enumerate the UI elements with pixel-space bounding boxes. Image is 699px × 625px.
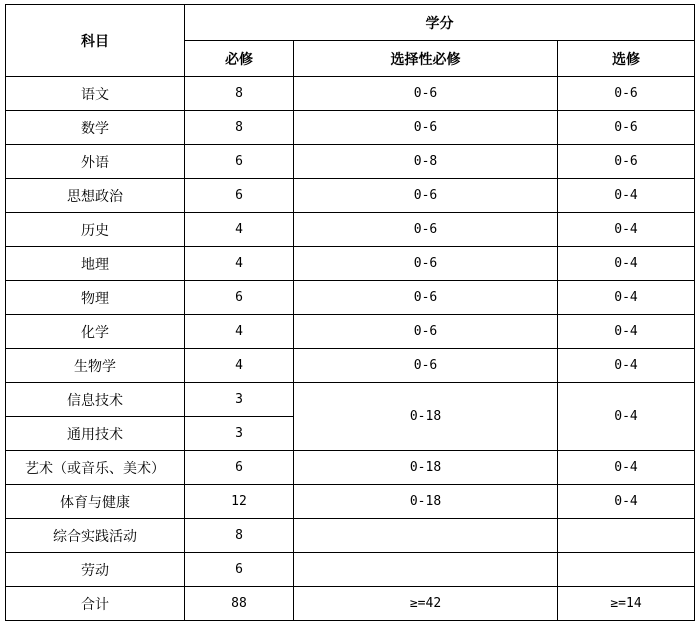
total-row [6,587,695,621]
header-credits: 学分 [185,5,695,41]
header-elective: 选修 [558,41,695,77]
cell-required: 6 [185,553,294,587]
cell-subject: 数学 [6,111,185,145]
cell-required: 8 [185,77,294,111]
cell-subject: 艺术（或音乐、美术） [6,451,185,485]
table-row [6,213,695,247]
cell-subject: 思想政治 [6,179,185,213]
cell-subject: 综合实践活动 [6,519,185,553]
cell-required: 4 [185,213,294,247]
cell-required: 8 [185,111,294,145]
cell-required: 6 [185,145,294,179]
table-row [6,145,695,179]
cell-elective-required [294,553,558,587]
cell-subject: 历史 [6,213,185,247]
table-row [6,519,695,553]
cell-required: 4 [185,247,294,281]
cell-elective-required: 0-18 [294,383,558,451]
cell-elective-required: 0-18 [294,451,558,485]
header-subject: 科目 [6,5,185,77]
cell-subject: 语文 [6,77,185,111]
cell-subject: 通用技术 [6,417,185,451]
cell-required: 3 [185,417,294,451]
cell-elective-required: 0-6 [294,315,558,349]
cell-elective: 0-4 [558,485,695,519]
cell-subject: 化学 [6,315,185,349]
table-row [6,77,695,111]
cell-elective: ≥=14 [558,587,695,621]
cell-elective-required: 0-6 [294,281,558,315]
cell-elective: 0-4 [558,451,695,485]
cell-elective-required: ≥=42 [294,587,558,621]
header-required: 必修 [185,41,294,77]
cell-required: 4 [185,349,294,383]
table-row [6,553,695,587]
cell-elective [558,553,695,587]
cell-elective: 0-4 [558,349,695,383]
credits-table-container [5,4,695,621]
header-row-1 [6,5,695,41]
cell-elective-required: 0-6 [294,213,558,247]
cell-elective-required: 0-8 [294,145,558,179]
cell-elective-required: 0-18 [294,485,558,519]
cell-required: 6 [185,281,294,315]
cell-subject: 体育与健康 [6,485,185,519]
table-row [6,383,695,417]
cell-elective-required: 0-6 [294,111,558,145]
header-elective-required: 选择性必修 [294,41,558,77]
cell-elective: 0-4 [558,247,695,281]
cell-elective: 0-6 [558,145,695,179]
cell-elective: 0-4 [558,315,695,349]
cell-elective-required: 0-6 [294,247,558,281]
cell-required: 8 [185,519,294,553]
table-row [6,281,695,315]
cell-required: 6 [185,179,294,213]
cell-elective: 0-4 [558,213,695,247]
cell-subject: 生物学 [6,349,185,383]
cell-subject: 外语 [6,145,185,179]
cell-required: 6 [185,451,294,485]
cell-elective-required: 0-6 [294,349,558,383]
cell-elective [558,519,695,553]
cell-elective: 0-4 [558,179,695,213]
cell-elective: 0-4 [558,281,695,315]
cell-elective-required: 0-6 [294,179,558,213]
cell-subject: 合计 [6,587,185,621]
table-row [6,111,695,145]
cell-required: 4 [185,315,294,349]
cell-subject: 信息技术 [6,383,185,417]
cell-required: 3 [185,383,294,417]
cell-subject: 劳动 [6,553,185,587]
table-row [6,179,695,213]
cell-elective: 0-6 [558,111,695,145]
table-row [6,349,695,383]
cell-subject: 物理 [6,281,185,315]
cell-elective-required: 0-6 [294,77,558,111]
cell-elective: 0-6 [558,77,695,111]
cell-required: 88 [185,587,294,621]
cell-elective-required [294,519,558,553]
cell-subject: 地理 [6,247,185,281]
table-row [6,315,695,349]
credits-table [5,4,695,621]
cell-required: 12 [185,485,294,519]
table-row [6,485,695,519]
table-row [6,451,695,485]
cell-elective: 0-4 [558,383,695,451]
table-row [6,247,695,281]
